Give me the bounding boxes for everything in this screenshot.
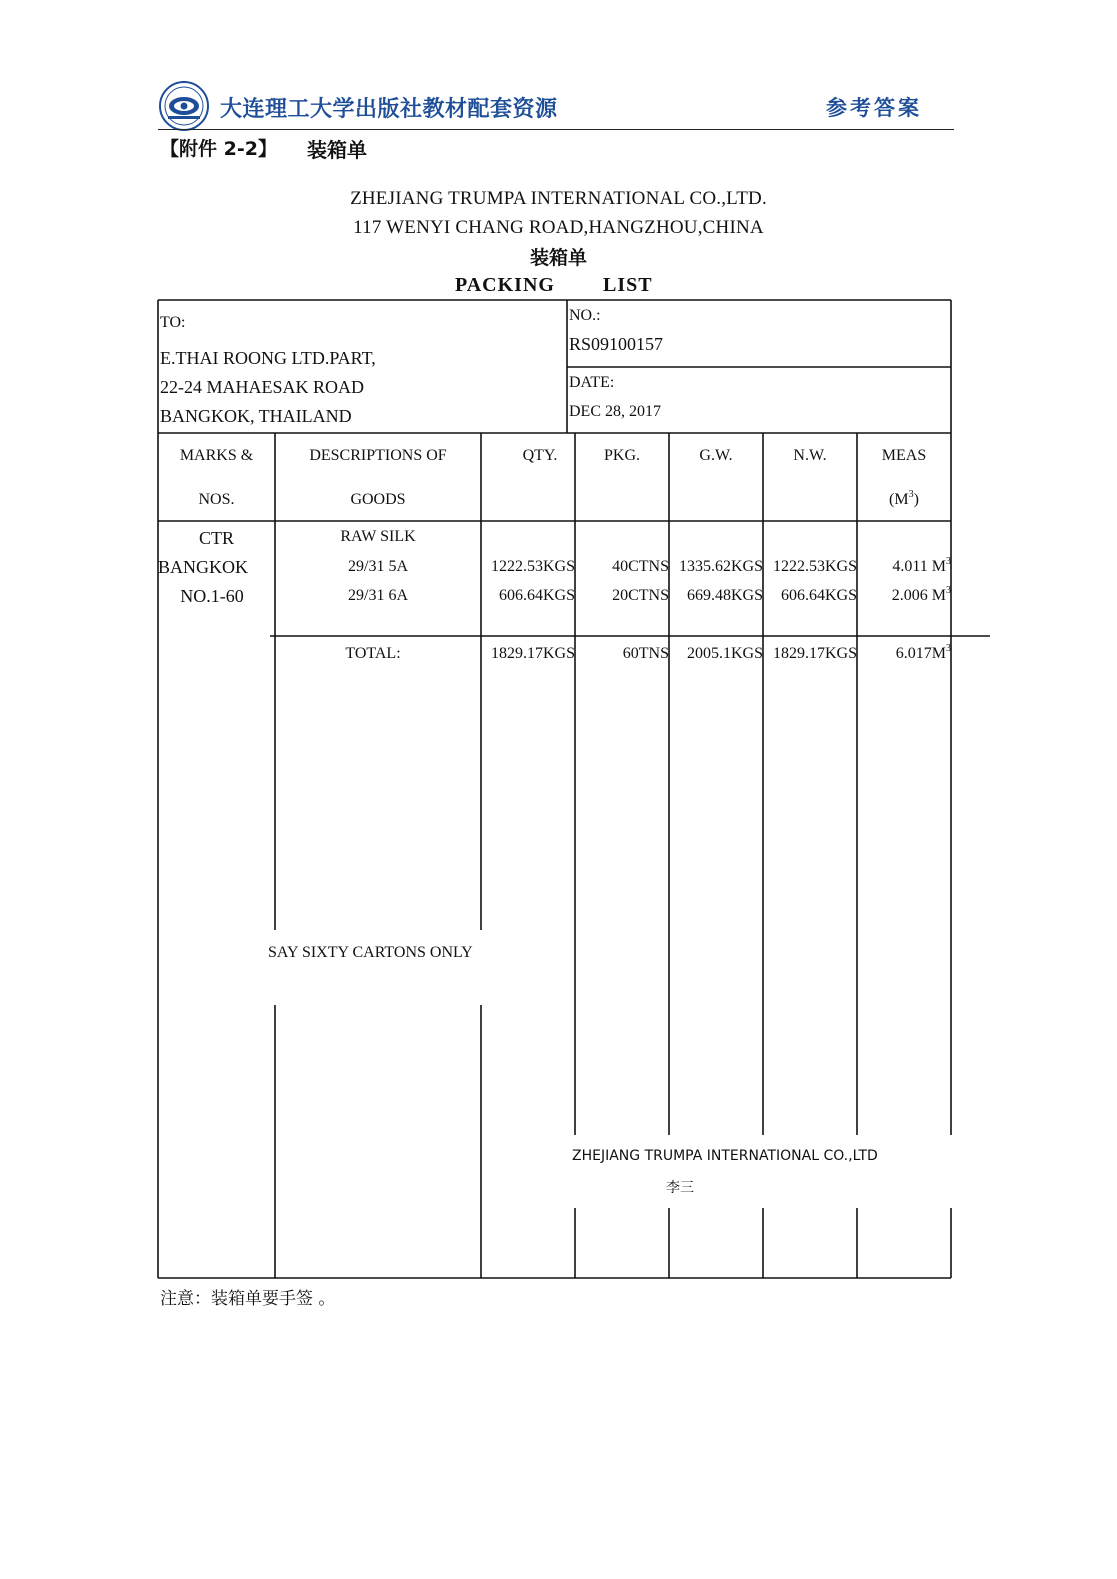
consignee-line-1: E.THAI ROONG LTD.PART, — [160, 348, 376, 368]
signature-name: 李三 — [666, 1180, 694, 1196]
col-marks-header-2: NOS. — [198, 491, 235, 508]
row-1-meas — [857, 558, 951, 576]
col-qty-header: QTY. — [522, 447, 558, 464]
document-title-list: LIST — [603, 274, 653, 296]
date-label: DATE: — [569, 374, 615, 391]
total-meas-value: 6.017M — [895, 645, 946, 662]
total-meas-sup: 3 — [946, 643, 951, 654]
annex-title: 装箱单 — [307, 138, 367, 162]
row-2-pkg: 20CTNS — [612, 587, 669, 604]
meas-unit-superscript: 3 — [908, 489, 914, 500]
row-1-nw: 1222.53KGS — [772, 558, 857, 575]
col-meas-header: MEAS — [881, 447, 927, 464]
reference-answer-tag: 参考答案 — [826, 96, 922, 120]
row-1-gw: 1335.62KGS — [678, 558, 763, 575]
number-value: RS09100157 — [569, 334, 664, 354]
row-2-gw: 669.48KGS — [686, 587, 763, 604]
consignee-line-3: BANGKOK, THAILAND — [160, 406, 352, 426]
to-label: TO: — [160, 314, 186, 331]
total-meas — [857, 645, 951, 663]
col-nw-header: N.W. — [793, 447, 827, 464]
col-desc-header-2: GOODS — [350, 491, 406, 508]
company-name: ZHEJIANG TRUMPA INTERNATIONAL CO.,LTD. — [350, 188, 767, 209]
col-pkg-header: PKG. — [603, 447, 640, 464]
number-label: NO.: — [569, 307, 601, 324]
row-1-meas-value: 4.011 M — [892, 558, 946, 575]
col-gw-header: G.W. — [699, 447, 733, 464]
document-title-cn: 装箱单 — [529, 247, 587, 269]
date-value: DEC 28, 2017 — [569, 403, 661, 420]
row-2-nw: 606.64KGS — [780, 587, 857, 604]
total-nw: 1829.17KGS — [772, 645, 857, 662]
row-2-meas-sup: 3 — [946, 585, 951, 596]
col-meas-unit — [857, 491, 951, 509]
col-marks-header-1: MARKS & — [179, 447, 254, 464]
row-2-qty: 606.64KGS — [498, 587, 575, 604]
row-2-meas — [857, 587, 951, 605]
company-address: 117 WENYI CHANG ROAD,HANGZHOU,CHINA — [353, 217, 764, 238]
handsign-note: 注意：装箱单要手签 。 — [160, 1289, 336, 1309]
col-desc-header-1: DESCRIPTIONS OF — [309, 447, 447, 464]
row-1-qty: 1222.53KGS — [490, 558, 575, 575]
annex-label: 【附件 2-2】 — [160, 138, 277, 160]
row-1-description: 29/31 5A — [348, 558, 408, 575]
publisher-name: 大连理工大学出版社教材配套资源 — [220, 97, 558, 122]
row-1-pkg: 40CTNS — [612, 558, 669, 575]
signature-company: ZHEJIANG TRUMPA INTERNATIONAL CO.,LTD — [572, 1148, 878, 1164]
amount-in-words: SAY SIXTY CARTONS ONLY — [268, 944, 473, 961]
document-title-packing: PACKING — [455, 274, 555, 296]
consignee-line-2: 22-24 MAHAESAK ROAD — [160, 377, 365, 397]
total-pkg: 60TNS — [622, 645, 669, 662]
total-qty: 1829.17KGS — [490, 645, 575, 662]
mark-line-1: CTR — [198, 528, 234, 548]
mark-line-2: BANGKOK — [158, 557, 248, 577]
total-label: TOTAL: — [345, 645, 401, 662]
row-2-description: 29/31 6A — [348, 587, 408, 604]
meas-unit-text: (M — [889, 491, 909, 508]
goods-name: RAW SILK — [340, 528, 416, 545]
mark-line-3: NO.1-60 — [180, 586, 244, 606]
row-2-meas-value: 2.006 M — [891, 587, 946, 604]
row-1-meas-sup: 3 — [946, 556, 951, 567]
total-gw: 2005.1KGS — [686, 645, 763, 662]
meas-unit-close: ) — [913, 491, 919, 508]
